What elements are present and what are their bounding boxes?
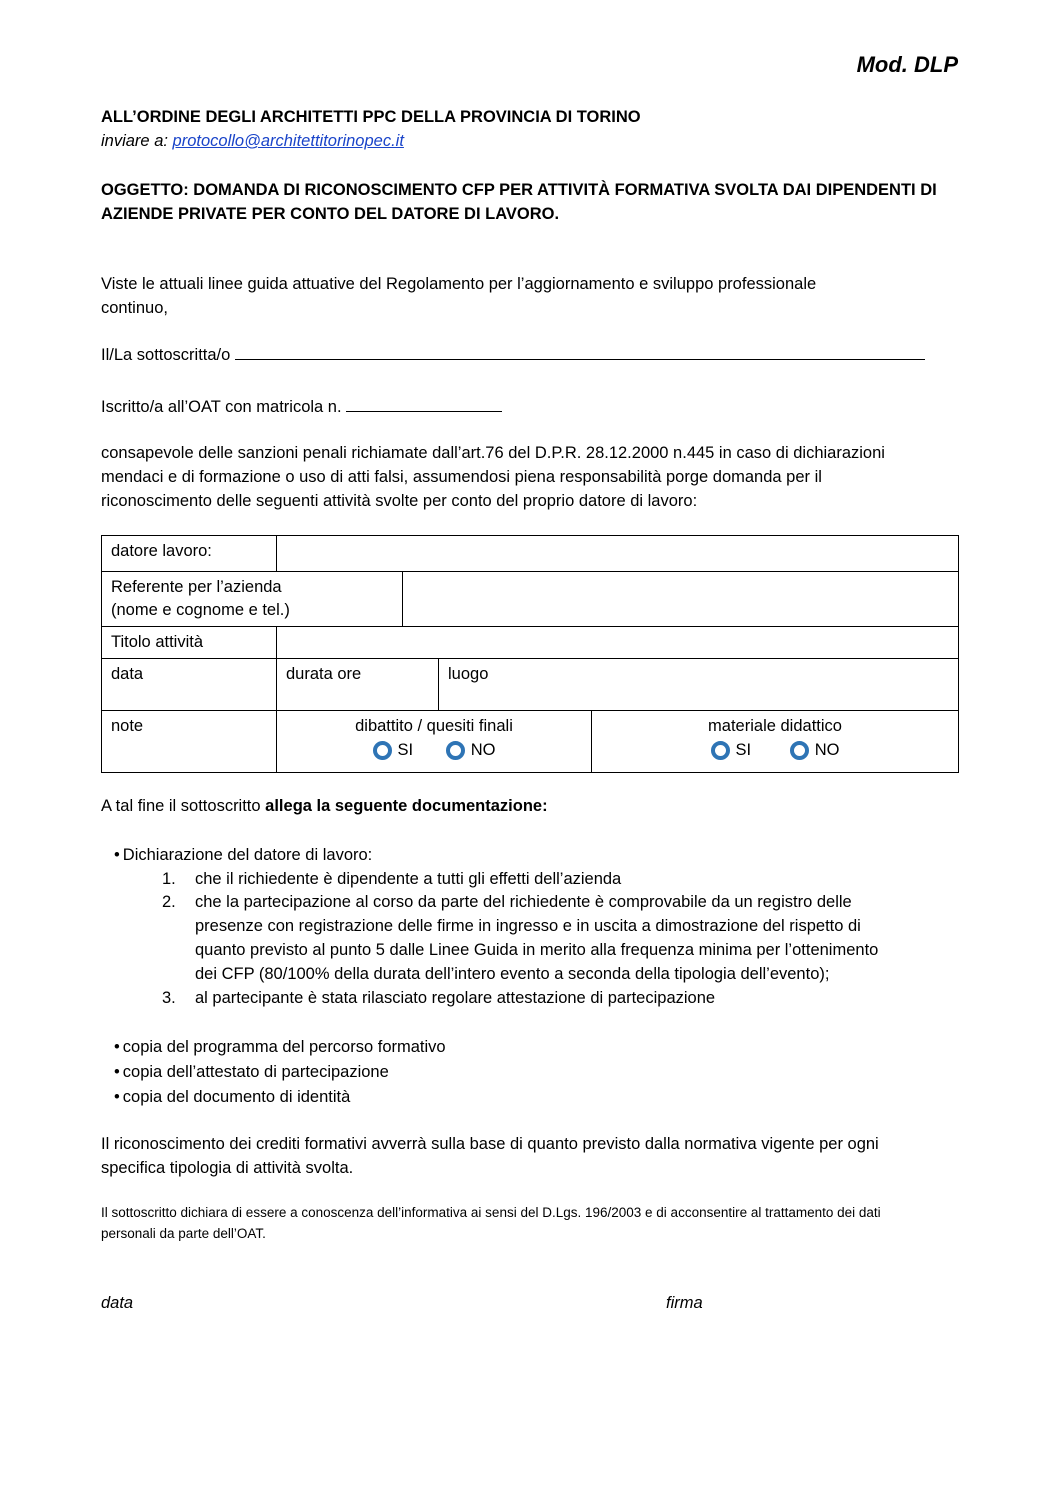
list-item	[195, 986, 955, 1010]
footer-date-label: data	[101, 1294, 134, 1312]
registration-row	[101, 395, 502, 419]
send-to-line	[101, 129, 404, 153]
material-label: materiale didattico	[708, 717, 842, 735]
declaration-line-2: mendaci e di formazione o uso di atti falsi, assumendosi piena responsabilità porge domanda per il	[101, 468, 822, 486]
radio-icon[interactable]	[373, 741, 392, 760]
registration-number-field[interactable]	[346, 397, 502, 412]
form-code: Mod. DLP	[856, 52, 958, 77]
signer-label: Il/La sottoscritta/o	[101, 346, 231, 364]
list-item-line: dei CFP (80/100% della durata dell’intero evento a seconda della tipologia dell’evento);	[195, 965, 830, 983]
list-item-line: che la partecipazione al corso da parte del richiedente è comprovabile da un registro delle	[195, 893, 852, 911]
attachments-intro-bold: allega la seguente documentazione:	[265, 797, 548, 815]
list-number: 1.	[162, 870, 176, 888]
table-row	[102, 536, 959, 572]
bullet-text: copia del documento di identità	[122, 1088, 351, 1106]
debate-no-option[interactable]	[446, 739, 496, 762]
duration-cell[interactable]	[277, 659, 439, 711]
bullet-text: copia dell’attestato di partecipazione	[122, 1063, 389, 1081]
radio-icon[interactable]	[446, 741, 465, 760]
debate-yes-label: SI	[397, 741, 414, 759]
footer-signature-label: firma	[666, 1294, 703, 1312]
duration-label: durata ore	[286, 665, 362, 683]
send-to-label: inviare a:	[101, 132, 168, 150]
employer-field[interactable]	[277, 536, 959, 572]
activity-table	[101, 535, 959, 773]
signer-name-field[interactable]	[235, 345, 925, 360]
intro-line-1: Viste le attuali linee guida attuative del Regolamento per l’aggiornamento e sviluppo professionale	[101, 275, 817, 293]
notes-label: note	[111, 717, 144, 735]
list-item-line: quanto previsto al punto 5 dalle Linee Guida in merito alla frequenza minima per l’ottenimento	[195, 941, 879, 959]
email-link[interactable]: protocollo@architettitorinopec.it	[172, 132, 404, 150]
bullet-text: copia del programma del percorso formativo	[122, 1038, 446, 1056]
list-item	[114, 843, 372, 867]
list-item	[114, 1035, 446, 1059]
material-no-option[interactable]	[790, 739, 840, 762]
list-item	[195, 890, 955, 986]
intro-line-2: continuo,	[101, 299, 168, 317]
subject-line-1: OGGETTO: DOMANDA DI RICONOSCIMENTO CFP PER ATTIVITÀ FORMATIVA SVOLTA DAI DIPENDENTI DI	[101, 181, 937, 199]
radio-icon[interactable]	[790, 741, 809, 760]
closing-line-2: specifica tipologia di attività svolta.	[101, 1159, 354, 1177]
debate-no-label: NO	[470, 741, 496, 759]
activity-title-label: Titolo attività	[102, 627, 277, 659]
place-cell[interactable]	[439, 659, 959, 711]
list-number: 3.	[162, 989, 176, 1007]
closing-line-1: Il riconoscimento dei crediti formativi avverrà sulla base di quanto previsto dalla normativa vigente per ogni	[101, 1135, 879, 1153]
list-item	[114, 1060, 389, 1084]
table-row	[102, 659, 959, 711]
debate-cell	[277, 711, 592, 773]
material-no-label: NO	[814, 741, 840, 759]
table-row	[102, 627, 959, 659]
privacy-line-1: Il sottoscritto dichiara di essere a conoscenza dell’informativa ai sensi del D.Lgs. 196/2003 e di acconsentire al trattamento dei dati	[101, 1205, 881, 1220]
table-row	[102, 572, 959, 627]
recipient-heading: ALL’ORDINE DEGLI ARCHITETTI PPC DELLA PROVINCIA DI TORINO	[101, 108, 641, 126]
notes-cell[interactable]	[102, 711, 277, 773]
material-cell	[592, 711, 959, 773]
material-yes-option[interactable]	[711, 739, 752, 762]
attachments-intro	[101, 794, 548, 818]
activity-title-field[interactable]	[277, 627, 959, 659]
employer-declaration-text: Dichiarazione del datore di lavoro:	[122, 846, 373, 864]
contact-label-line-1: Referente per l’azienda	[111, 578, 282, 596]
declaration-line-3: riconoscimento delle seguenti attività svolte per conto del proprio datore di lavoro:	[101, 492, 698, 510]
list-item-line: che il richiedente è dipendente a tutti gli effetti dell’azienda	[195, 870, 622, 888]
privacy-line-2: personali da parte dell’OAT.	[101, 1226, 266, 1241]
list-item	[114, 1085, 350, 1109]
attachments-intro-text: A tal fine il sottoscritto	[101, 797, 261, 815]
declaration-line-1: consapevole delle sanzioni penali richiamate dall’art.76 del D.P.R. 28.12.2000 n.445 in caso di dichiarazioni	[101, 444, 885, 462]
table-row	[102, 711, 959, 773]
signer-row	[101, 343, 925, 367]
list-item-line: presenze con registrazione delle firme in ingresso e in uscita a dimostrazione del rispetto di	[195, 917, 861, 935]
debate-label: dibattito / quesiti finali	[355, 717, 513, 735]
list-number: 2.	[162, 893, 176, 911]
date-cell[interactable]	[102, 659, 277, 711]
subject-line-2: AZIENDE PRIVATE PER CONTO DEL DATORE DI LAVORO.	[101, 205, 560, 223]
contact-label	[102, 572, 403, 627]
contact-field[interactable]	[403, 572, 959, 627]
radio-icon[interactable]	[711, 741, 730, 760]
list-item-line: al partecipante è stata rilasciato regolare attestazione di partecipazione	[195, 989, 716, 1007]
registration-label: Iscritto/a all’OAT con matricola n.	[101, 398, 342, 416]
employer-label: datore lavoro:	[102, 536, 277, 572]
place-label: luogo	[448, 665, 489, 683]
contact-label-line-2: (nome e cognome e tel.)	[111, 601, 290, 619]
date-label: data	[111, 665, 144, 683]
material-yes-label: SI	[735, 741, 752, 759]
list-item	[195, 867, 955, 891]
debate-yes-option[interactable]	[373, 739, 414, 762]
